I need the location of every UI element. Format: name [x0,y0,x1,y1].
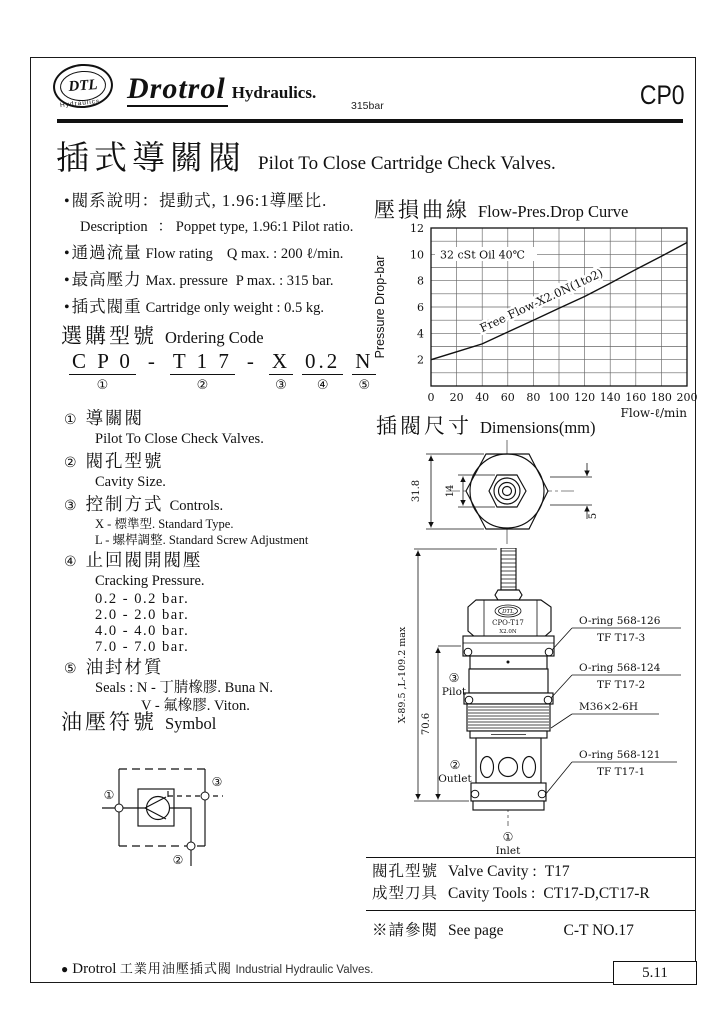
spec-max-pressure: • 最高壓力 Max. pressure P max. : 315 bar. [64,270,334,289]
symbol-port2-label: ② [172,853,184,867]
dtl-logo [53,64,115,112]
cavity-tools-row: 成型刀具 Cavity Tools : CT17-D,CT17-R [372,885,650,902]
dim-5: 5 [588,512,599,520]
svg-text:Free Flow-X2.0N(1to2): Free Flow-X2.0N(1to2) [477,265,606,336]
code-seg-cavity: T 1 7 ② [170,348,235,394]
page-title [56,132,556,179]
spec-list [64,188,394,321]
symbol-heading: 油壓符號 Symbol [61,710,217,734]
flow-pressure-drop-chart [371,216,701,423]
svg-text:DTL: DTL [502,609,514,615]
ordering-item-2: ② 閥孔型號 Cavity Size. [64,451,166,490]
spec-description-en: Description ： Poppet type, 1.96:1 Pilot ratio. [80,219,354,235]
valve-cavity-row: 閥孔型號 Valve Cavity : T17 [372,863,570,880]
hydraulic-symbol-diagram [86,753,276,878]
svg-text:O-ring 568-121: O-ring 568-121 [579,749,661,761]
symbol-port1-label: ① [103,788,115,802]
code-seg-seal: N ⑤ [352,348,376,394]
cartridge-body [463,548,554,810]
code-seg-control: X ③ [269,348,293,394]
svg-text:120: 120 [574,391,596,404]
chart-x-ticks [428,391,698,404]
svg-text:60: 60 [500,391,515,404]
dimensions-heading: 插閥尺寸 Dimensions(mm) [376,414,596,438]
svg-text:200: 200 [676,391,698,404]
chart-y-ticks [410,222,424,367]
svg-text:8: 8 [417,274,424,288]
code-seg-dash: - [147,349,158,373]
ordering-items [64,406,376,715]
svg-text:20: 20 [449,391,464,404]
chart-y-axis-label: Pressure Drop-bar [373,255,387,359]
code-seg-model: C P 0 ① [69,348,136,394]
ordering-item-1: ① 導關閥 Pilot To Close Check Valves. [64,408,264,447]
pressure-note: 315bar [351,100,384,112]
spec-weight: • 插式閥重 Cartridge only weight : 0.5 kg. [64,297,325,316]
dim-body: 70.6 [421,712,432,736]
ordering-code [69,348,385,394]
oring-callouts [545,615,681,795]
page-title-zh: 插式導關閥 [56,141,246,177]
symbol-port-2 [187,842,195,850]
chart-x-axis-label: Flow-ℓ/min [620,406,687,420]
port2-number: ② [449,758,461,772]
brand-name: Drotrol [127,72,226,105]
ordering-item-4: ④ 止回閥開閥壓 Cracking Pressure. 0.2 - 0.2 bar. 2.0 - 2.0 bar. 4.0 - 4.0 bar. 7.0 - 7.0 bar. [64,550,205,655]
svg-text:12: 12 [410,222,424,235]
svg-text:180: 180 [650,391,672,404]
cavity-table [366,857,695,940]
dim-31-8: 31.8 [411,479,422,503]
svg-text:4: 4 [417,327,424,341]
symbol-port-3 [201,792,209,800]
svg-text:140: 140 [599,391,621,404]
svg-text:X2.0N: X2.0N [499,629,517,635]
footer: ● Drotrol 工業用油壓插式閥 Industrial Hydraulic Valves. [61,961,374,977]
cartridge-front-view [391,548,695,856]
model-code: CP0 [640,80,685,110]
port2-label: Outlet [438,773,472,785]
brand-block [127,72,316,106]
port3-label: Pilot [441,686,467,698]
svg-text:2: 2 [417,353,424,367]
spec-flow-rating: • 通過流量 Flow rating Q max. : 200 ℓ/min. [64,243,344,262]
svg-text:32 cSt Oil 40℃: 32 cSt Oil 40℃ [440,248,525,262]
page-number-box [613,961,697,985]
chart-annotation [435,247,537,262]
svg-text:O-ring 568-124: O-ring 568-124 [579,662,661,674]
see-page-note: ※請參閱 See page C-T NO.17 [372,922,634,939]
svg-text:CPO-T17: CPO-T17 [492,619,524,627]
page-number: 5.11 [642,964,668,981]
svg-text:160: 160 [625,391,647,404]
header-rule [57,119,683,123]
logo-abbr: DTL [67,76,99,95]
code-seg-pressure: 0.2 ④ [302,348,343,394]
ordering-item-3: ③ 控制方式 Controls. X - 標準型. Standard Type. L - 螺桿調整. Standard Screw Adjustment [64,494,309,547]
curve-label [477,266,605,335]
code-seg-dash2: - [246,349,257,373]
ordering-heading: 選購型號 Ordering Code [61,324,264,348]
hex-outline [466,454,548,529]
port3-number: ③ [448,671,460,685]
port1-number: ① [502,830,514,844]
port1-label: Inlet [495,845,521,856]
svg-text:40: 40 [475,391,490,404]
svg-text:O-ring 568-126: O-ring 568-126 [579,615,661,627]
symbol-port3-label: ③ [211,775,223,789]
symbol-lines [102,769,223,866]
svg-text:10: 10 [410,248,424,262]
svg-text:100: 100 [548,391,570,404]
datasheet-page [30,57,696,983]
ordering-item-5: ⑤ 油封材質 Seals : N - 丁腈橡膠. Buna N. V - 氟橡膠. Viton. [64,657,274,714]
svg-text:80: 80 [526,391,541,404]
page-title-en: Pilot To Close Cartridge Check Valves. [258,153,556,174]
dim-14: 14 [445,484,456,498]
svg-text:6: 6 [417,301,424,314]
logo-sub-text: Hydraulics [59,97,101,110]
check-valve-ball [147,797,170,820]
symbol-port-1 [115,804,123,812]
brand-suffix: Hydraulics. [231,83,317,102]
dim-length: X-89.5 ,L-109.2 max [397,626,408,724]
chart-heading: 壓損曲線 Flow-Pres.Drop Curve [374,198,629,222]
svg-text:M36×2-6H: M36×2-6H [579,701,638,713]
cartridge-top-view [406,436,641,548]
svg-text:TF T17-3: TF T17-3 [597,632,646,644]
cavity-table-rows [366,857,695,911]
svg-text:0: 0 [427,391,435,404]
svg-text:TF T17-2: TF T17-2 [597,679,646,691]
svg-text:TF T17-1: TF T17-1 [597,766,646,778]
spec-description: • 閥系說明：提動式, 1.96:1導壓比. [64,191,328,210]
